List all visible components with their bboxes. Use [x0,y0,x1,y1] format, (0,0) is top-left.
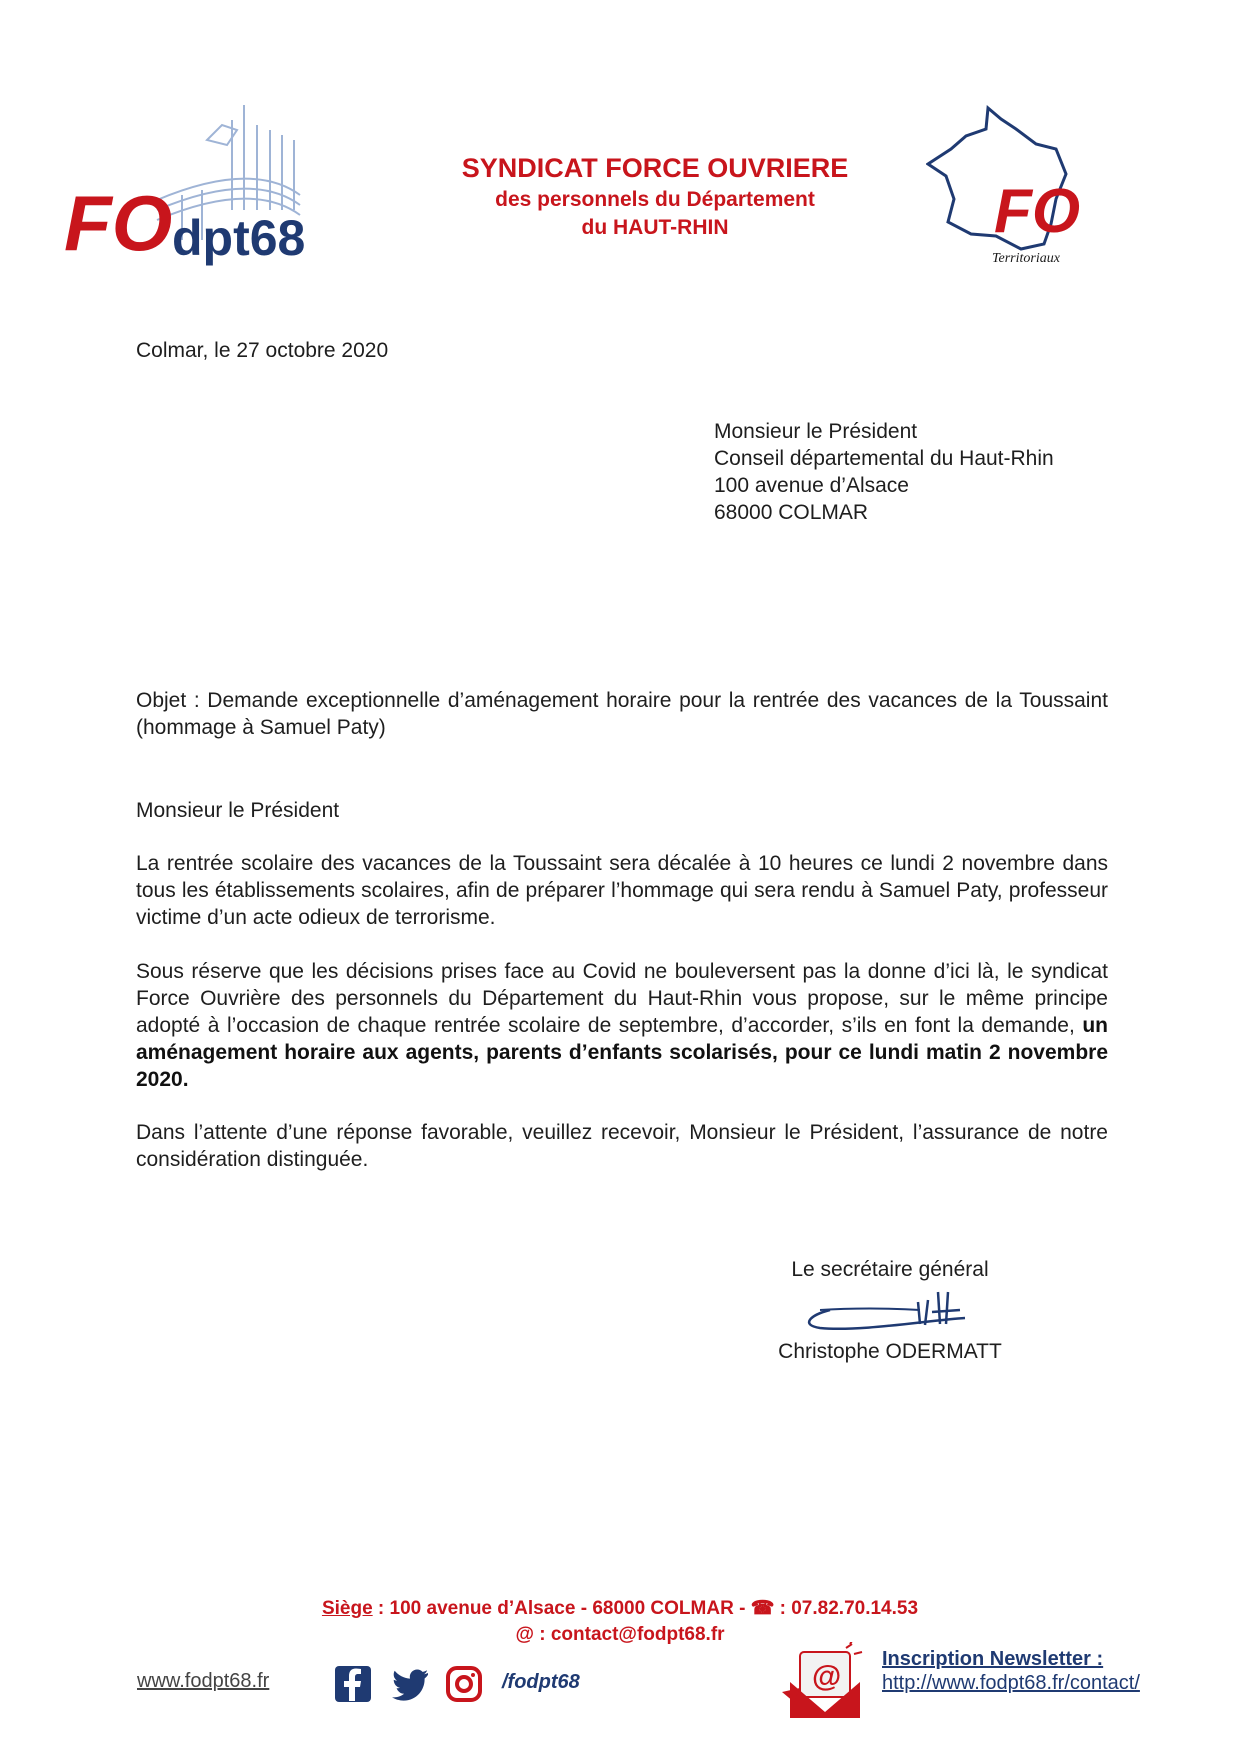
footer-address [200,1596,1040,1622]
letter-object: Objet : Demande exceptionnelle d’aménagement horaire pour la rentrée des vacances de la Toussaint (hommage à Samuel Paty) [136,689,1108,739]
newsletter-link[interactable]: http://www.fodpt68.fr/contact/ [882,1672,1140,1694]
signatory-name: Christophe ODERMATT [778,1340,1002,1363]
recipient-address [714,418,1054,526]
signatory-title: Le secrétaire général [791,1258,989,1281]
twitter-icon[interactable] [392,1665,430,1703]
recipient-line: Conseil départemental du Haut-Rhin [714,447,1054,470]
paragraph-text: Sous réserve que les décisions prises face au Covid ne bouleversent pas la donne d’ici là, le syndicat Force Ouvrière des personnels du Département du Haut-Rhin vous propose, sur le même principe adopté à l’occasion de chaque rentrée scolaire de septembre, d’accorder, s’ils en font la demande, [136,960,1108,1037]
fo-territoriaux-logo [926,104,1086,284]
svg-text:Territoriaux: Territoriaux [992,251,1060,266]
letter-paragraph: La rentrée scolaire des vacances de la Toussaint sera décalée à 10 heures ce lundi 2 novembre dans tous les établissements scolaires, afin de préparer l’hommage qui sera rendu à Samuel Paty, professeur victime d’un acte odieux de terrorisme. [136,852,1108,929]
svg-text:FO: FO [994,177,1081,246]
letter-date: Colmar, le 27 octobre 2020 [136,339,389,362]
fodpt68-logo [62,100,322,280]
newsletter-label: Inscription Newsletter : [882,1648,1104,1670]
facebook-icon[interactable] [334,1665,372,1703]
recipient-line: 68000 COLMAR [714,501,869,524]
recipient-line: 100 avenue d’Alsace [714,474,909,497]
organization-title: SYNDICAT FORCE OUVRIERE [461,153,849,183]
letter-paragraph [136,958,1108,1093]
siege-label: Siège [321,1598,373,1619]
paragraph-emphasis: un aménagement horaire aux agents, parents d’enfants scolarisés, pour ce lundi matin 2 novembre 2020. [136,1014,1108,1091]
logo-left-text: FO [64,179,173,267]
newsletter-mail-icon [780,1642,866,1722]
svg-text:@: @ [812,1660,842,1693]
social-handle[interactable]: /fodpt68 [502,1671,580,1693]
organization-subtitle: du HAUT-RHIN [581,216,729,239]
organization-header [380,150,930,242]
footer-email[interactable]: @ : contact@fodpt68.fr [515,1624,725,1645]
handwritten-signature [790,1280,990,1340]
siege-text: : 100 avenue d’Alsace - 68000 COLMAR - ☎ : 07.82.70.14.53 [372,1598,919,1619]
organization-subtitle: des personnels du Département [495,188,815,211]
letter-salutation: Monsieur le Président [136,799,340,822]
svg-text:dpt68: dpt68 [172,210,306,266]
website-link[interactable]: www.fodpt68.fr [137,1670,270,1692]
letter-paragraph: Dans l’attente d’une réponse favorable, veuillez recevoir, Monsieur le Président, l’assurance de notre considération distinguée. [136,1121,1108,1171]
recipient-line: Monsieur le Président [714,420,918,443]
instagram-icon[interactable] [445,1665,483,1703]
